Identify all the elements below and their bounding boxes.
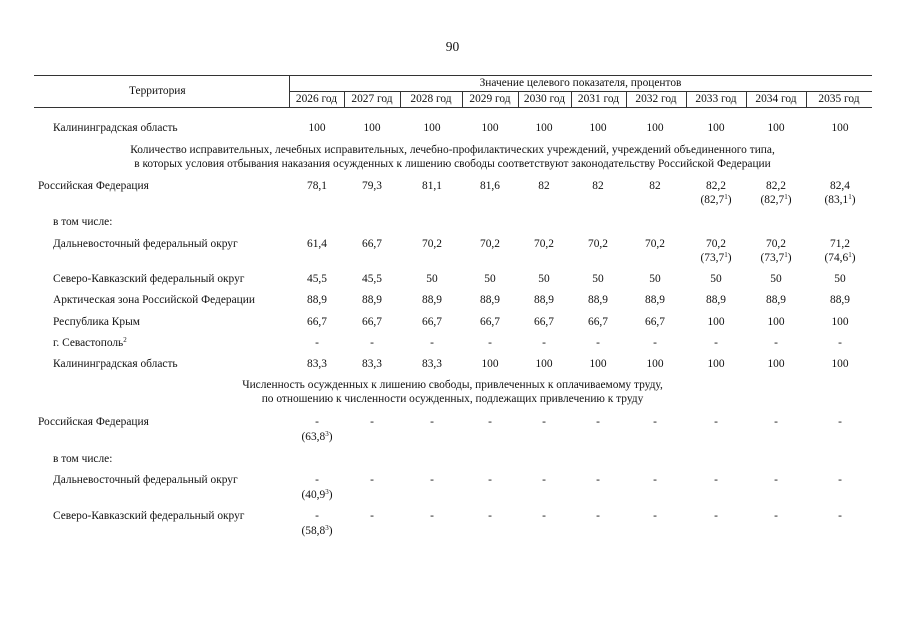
year-header-divider — [746, 92, 747, 107]
row-kaliningrad-value — [686, 358, 746, 372]
row-far-eastern-labor-value — [686, 474, 746, 488]
row-crimea-value — [460, 316, 520, 330]
row-sevastopol-value — [568, 337, 628, 351]
year-header-8: 2033 год — [695, 93, 737, 105]
row-kaliningrad-value — [568, 358, 628, 372]
row-north-caucasus-labor-value — [746, 510, 806, 524]
year-header-divider — [626, 92, 627, 107]
row-kaliningrad-value — [514, 358, 574, 372]
row-north-caucasus-labor-value — [342, 510, 402, 524]
section-title-institutions — [0, 144, 905, 171]
cell-value: 82,2 — [706, 180, 726, 192]
row-far-eastern-value — [514, 238, 574, 252]
row-russian-federation-value — [342, 180, 402, 194]
row-far-eastern-value — [746, 238, 806, 265]
row-kaliningrad-value — [402, 358, 462, 372]
cell-value: 100 — [767, 358, 785, 370]
territory-header: Территория — [129, 85, 186, 97]
cell-value: 88,9 — [422, 294, 442, 306]
row-arctic-zone-value — [342, 294, 402, 308]
row-arctic-zone-value — [746, 294, 806, 308]
row-kaliningrad-top-value — [810, 122, 870, 136]
cell-value: 70,2 — [480, 238, 500, 250]
row-north-caucasus-value — [810, 273, 870, 287]
row-arctic-zone-value — [402, 294, 462, 308]
cell-value: 66,7 — [534, 316, 554, 328]
row-sevastopol-value — [514, 337, 574, 351]
cell-value: 100 — [646, 122, 664, 134]
row-kaliningrad-top-value — [514, 122, 574, 136]
row-kaliningrad-top-value — [568, 122, 628, 136]
cell-value: 45,5 — [307, 273, 327, 285]
cell-value: 88,9 — [588, 294, 608, 306]
cell-value: - — [370, 510, 374, 522]
cell-value: 100 — [831, 358, 849, 370]
row-far-eastern-labor-value — [342, 474, 402, 488]
cell-value: - — [315, 416, 319, 428]
cell-value: 100 — [363, 122, 381, 134]
cell-value: 100 — [707, 122, 725, 134]
cell-value: 50 — [484, 273, 496, 285]
row-rf-labor-value — [342, 416, 402, 430]
row-russian-federation-value — [686, 180, 746, 207]
row-russian-federation-value — [810, 180, 870, 207]
row-north-caucasus-value — [460, 273, 520, 287]
cell-value: 66,7 — [422, 316, 442, 328]
row-kaliningrad-top-value — [686, 122, 746, 136]
row-sevastopol-value — [460, 337, 520, 351]
row-russian-federation-value — [568, 180, 628, 194]
cell-value: 66,7 — [645, 316, 665, 328]
cell-note: (73,7$^1$) — [700, 250, 732, 264]
row-north-caucasus-value — [342, 273, 402, 287]
row-crimea-value — [686, 316, 746, 330]
cell-value: 100 — [767, 316, 785, 328]
cell-value: 100 — [646, 358, 664, 370]
cell-value: 70,2 — [706, 238, 726, 250]
row-kaliningrad-top-value — [625, 122, 685, 136]
header-bottom-rule — [34, 107, 872, 108]
row-far-eastern-labor-value — [625, 474, 685, 488]
header-top-rule — [34, 75, 872, 76]
cell-value: 83,3 — [362, 358, 382, 370]
row-crimea-value — [287, 316, 347, 330]
page-number: 90 — [445, 39, 460, 54]
row-kaliningrad-value — [460, 358, 520, 372]
row-far-eastern-labor-value — [287, 474, 347, 488]
row-sevastopol-value — [746, 337, 806, 351]
cell-value: 88,9 — [830, 294, 850, 306]
cell-value: - — [838, 416, 842, 428]
row-sevastopol-value — [810, 337, 870, 351]
section-title-institutions-line1: Количество исправительных, лечебных исправительных, лечебно-профилактических учреждений, учреждений объединенного типа, — [130, 144, 775, 156]
cell-value: - — [774, 510, 778, 522]
cell-value: 50 — [426, 273, 438, 285]
year-header-divider — [686, 92, 687, 107]
value-header: Значение целевого показателя, процентов — [479, 77, 682, 89]
row-rf-labor-note: (63,8$^3$) — [301, 430, 333, 443]
row-kaliningrad-top-value — [746, 122, 806, 136]
row-label-crimea: Республика Крым — [53, 316, 140, 328]
cell-value: 50 — [834, 273, 846, 285]
cell-value: - — [596, 337, 600, 349]
cell-value: - — [488, 337, 492, 349]
cell-value: 78,1 — [307, 180, 327, 192]
row-north-caucasus-labor-value — [514, 510, 574, 524]
cell-value: 66,7 — [588, 316, 608, 328]
row-kaliningrad-value — [287, 358, 347, 372]
row-russian-federation-value — [514, 180, 574, 194]
row-crimea-value — [514, 316, 574, 330]
cell-value: 50 — [538, 273, 550, 285]
row-far-eastern-value — [686, 238, 746, 265]
row-label-north-caucasus-labor: Северо-Кавказский федеральный округ — [53, 510, 245, 522]
cell-value: 100 — [308, 122, 326, 134]
cell-value: 82 — [592, 180, 604, 192]
cell-value: - — [774, 337, 778, 349]
year-header-7: 2032 год — [635, 93, 677, 105]
year-header-6: 2031 год — [577, 93, 620, 105]
footnote-marker: 1 — [724, 192, 728, 201]
row-label-sevastopol: г. Севастополь$^2$ — [53, 336, 127, 349]
row-far-eastern-value — [568, 238, 628, 252]
cell-value: - — [653, 474, 657, 486]
row-sevastopol-value — [402, 337, 462, 351]
row-label-kaliningrad: Калининградская область — [53, 358, 178, 370]
row-kaliningrad-value — [625, 358, 685, 372]
row-north-caucasus-value — [514, 273, 574, 287]
row-arctic-zone-value — [686, 294, 746, 308]
row-rf-labor-value — [810, 416, 870, 430]
cell-value: 82 — [649, 180, 661, 192]
row-far-eastern-labor-value — [746, 474, 806, 488]
cell-value: - — [714, 510, 718, 522]
cell-value: 100 — [589, 122, 607, 134]
cell-value: 82 — [538, 180, 550, 192]
row-far-eastern-value — [810, 238, 870, 265]
footnote-marker: 3 — [325, 430, 329, 438]
row-crimea-value — [746, 316, 806, 330]
row-arctic-zone-value — [460, 294, 520, 308]
header-mid-rule — [289, 91, 872, 92]
row-kaliningrad-value — [810, 358, 870, 372]
footnote-marker: 2 — [123, 336, 127, 344]
cell-value: - — [838, 510, 842, 522]
row-rf-labor-value — [287, 416, 347, 430]
cell-value: - — [542, 416, 546, 428]
row-label-russian-federation: Российская Федерация — [38, 180, 149, 192]
row-sevastopol-value — [686, 337, 746, 351]
cell-value: 88,9 — [706, 294, 726, 306]
cell-value: 70,2 — [588, 238, 608, 250]
row-north-caucasus-labor-value — [402, 510, 462, 524]
row-rf-labor-value — [568, 416, 628, 430]
row-far-eastern-labor-value — [810, 474, 870, 488]
cell-value: 88,9 — [480, 294, 500, 306]
year-header-4: 2029 год — [469, 93, 511, 105]
cell-value: 66,7 — [362, 316, 382, 328]
row-north-caucasus-value — [625, 273, 685, 287]
cell-value: - — [488, 416, 492, 428]
row-north-caucasus-value — [686, 273, 746, 287]
row-crimea-value — [402, 316, 462, 330]
cell-value: 70,2 — [766, 238, 786, 250]
row-rf-labor-value — [625, 416, 685, 430]
cell-note: (74,6$^1$) — [824, 250, 856, 264]
cell-value: 50 — [770, 273, 782, 285]
row-russian-federation-value — [460, 180, 520, 194]
year-header-divider — [344, 92, 345, 107]
year-header-2: 2027 год — [351, 93, 393, 105]
cell-value: - — [430, 416, 434, 428]
row-label-arctic-zone: Арктическая зона Российской Федерации — [53, 294, 255, 306]
cell-value: 71,2 — [830, 238, 850, 250]
cell-value: 82,2 — [766, 180, 786, 192]
cell-value: - — [488, 510, 492, 522]
row-far-eastern-labor-value — [568, 474, 628, 488]
row-rf-labor-value — [402, 416, 462, 430]
year-header-1: 2026 год — [295, 93, 338, 105]
cell-value: 100 — [535, 358, 553, 370]
footnote-marker: 1 — [848, 250, 852, 259]
footnote-marker: 3 — [325, 524, 329, 532]
cell-value: - — [596, 474, 600, 486]
cell-value: - — [370, 474, 374, 486]
cell-value: 66,7 — [480, 316, 500, 328]
cell-value: 70,2 — [534, 238, 554, 250]
cell-note: (82,7$^1$) — [760, 192, 792, 206]
row-sevastopol-value — [625, 337, 685, 351]
row-label-kaliningrad-top: Калининградская область — [53, 122, 178, 134]
footnote-marker: 3 — [325, 488, 329, 496]
row-russian-federation-value — [287, 180, 347, 194]
row-north-caucasus-labor-value — [810, 510, 870, 524]
year-header-3: 2028 год — [410, 93, 452, 105]
year-header-10: 2035 год — [818, 93, 860, 105]
row-crimea-value — [625, 316, 685, 330]
row-crimea-value — [568, 316, 628, 330]
cell-note: (82,7$^1$) — [700, 192, 732, 206]
cell-value: 88,9 — [645, 294, 665, 306]
cell-value: 81,6 — [480, 180, 500, 192]
row-rf-labor-value — [686, 416, 746, 430]
row-kaliningrad-top-value — [402, 122, 462, 136]
row-far-eastern-value — [625, 238, 685, 252]
row-north-caucasus-labor-value — [287, 510, 347, 524]
cell-value: - — [430, 474, 434, 486]
row-rf-labor-value — [514, 416, 574, 430]
cell-value: - — [653, 416, 657, 428]
row-far-eastern-value — [287, 238, 347, 252]
year-header-5: 2030 год — [523, 93, 566, 105]
row-kaliningrad-top-value — [287, 122, 347, 136]
cell-value: 88,9 — [307, 294, 327, 306]
cell-value: 100 — [767, 122, 785, 134]
year-header-divider — [400, 92, 401, 107]
cell-value: - — [838, 337, 842, 349]
cell-value: - — [315, 474, 319, 486]
row-russian-federation-value — [746, 180, 806, 207]
cell-value: - — [370, 337, 374, 349]
cell-value: - — [542, 337, 546, 349]
cell-value: 66,7 — [362, 238, 382, 250]
cell-value: 70,2 — [422, 238, 442, 250]
row-crimea-value — [810, 316, 870, 330]
cell-value: - — [488, 474, 492, 486]
cell-value: - — [542, 474, 546, 486]
row-far-eastern-value — [342, 238, 402, 252]
row-arctic-zone-value — [287, 294, 347, 308]
footnote-marker: 1 — [784, 250, 788, 259]
cell-value: 50 — [649, 273, 661, 285]
row-label-including: в том числе: — [53, 216, 113, 228]
row-north-caucasus-labor-value — [460, 510, 520, 524]
cell-value: - — [430, 337, 434, 349]
footnote-marker: 1 — [724, 250, 728, 259]
cell-value: 88,9 — [766, 294, 786, 306]
row-arctic-zone-value — [514, 294, 574, 308]
row-crimea-value — [342, 316, 402, 330]
cell-value: - — [596, 416, 600, 428]
cell-value: - — [653, 337, 657, 349]
row-far-eastern-labor-note: (40,9$^3$) — [301, 488, 333, 501]
cell-value: - — [653, 510, 657, 522]
cell-value: - — [315, 510, 319, 522]
cell-value: 50 — [592, 273, 604, 285]
cell-value: - — [315, 337, 319, 349]
cell-value: - — [714, 416, 718, 428]
section-title-labor-line2: по отношению к численности осужденных, подлежащих привлечению к труду — [261, 392, 644, 405]
row-label-far-eastern: Дальневосточный федеральный округ — [53, 238, 238, 250]
row-kaliningrad-value — [746, 358, 806, 372]
row-far-eastern-labor-value — [460, 474, 520, 488]
cell-value: 100 — [481, 122, 499, 134]
cell-value: - — [714, 474, 718, 486]
footnote-marker: 1 — [848, 192, 852, 201]
row-rf-labor-value — [460, 416, 520, 430]
cell-value: 100 — [589, 358, 607, 370]
cell-value: 79,3 — [362, 180, 382, 192]
cell-note: (73,7$^1$) — [760, 250, 792, 264]
cell-value: 100 — [707, 316, 725, 328]
row-russian-federation-value — [625, 180, 685, 194]
cell-value: 83,3 — [307, 358, 327, 370]
row-kaliningrad-top-value — [342, 122, 402, 136]
row-arctic-zone-value — [625, 294, 685, 308]
cell-value: - — [370, 416, 374, 428]
row-sevastopol-value — [287, 337, 347, 351]
cell-value: 45,5 — [362, 273, 382, 285]
cell-value: - — [714, 337, 718, 349]
cell-value: 100 — [423, 122, 441, 134]
cell-value: 66,7 — [307, 316, 327, 328]
cell-value: - — [542, 510, 546, 522]
cell-value: 100 — [831, 316, 849, 328]
row-label-rf-labor: Российская Федерация — [38, 416, 149, 428]
cell-value: - — [774, 474, 778, 486]
row-north-caucasus-value — [402, 273, 462, 287]
row-rf-labor-value — [746, 416, 806, 430]
row-arctic-zone-value — [810, 294, 870, 308]
cell-value: - — [774, 416, 778, 428]
row-north-caucasus-value — [568, 273, 628, 287]
cell-value: 83,3 — [422, 358, 442, 370]
cell-value: 50 — [710, 273, 722, 285]
row-label-north-caucasus: Северо-Кавказский федеральный округ — [53, 273, 245, 285]
cell-note: (83,1$^1$) — [824, 192, 856, 206]
year-header-9: 2034 год — [755, 93, 797, 105]
year-header-divider — [571, 92, 572, 107]
cell-value: 61,4 — [307, 238, 327, 250]
year-header-divider — [518, 92, 519, 107]
row-far-eastern-value — [402, 238, 462, 252]
cell-value: 88,9 — [534, 294, 554, 306]
cell-value: 88,9 — [362, 294, 382, 306]
row-sevastopol-value — [342, 337, 402, 351]
cell-value: 100 — [831, 122, 849, 134]
footnote-marker: 1 — [784, 192, 788, 201]
section-title-labor-line1: Численность осужденных к лишению свободы, привлеченных к оплачиваемому труду, — [242, 379, 663, 391]
row-north-caucasus-labor-note: (58,8$^3$) — [301, 524, 333, 537]
section-title-labor — [0, 379, 905, 406]
cell-value: 70,2 — [645, 238, 665, 250]
row-label-far-eastern-labor: Дальневосточный федеральный округ — [53, 474, 238, 486]
cell-value: - — [596, 510, 600, 522]
year-header-divider — [806, 92, 807, 107]
cell-value: - — [838, 474, 842, 486]
cell-value: 81,1 — [422, 180, 442, 192]
cell-value: 100 — [481, 358, 499, 370]
row-north-caucasus-labor-value — [686, 510, 746, 524]
row-kaliningrad-top-value — [460, 122, 520, 136]
row-kaliningrad-value — [342, 358, 402, 372]
row-far-eastern-labor-value — [514, 474, 574, 488]
cell-value: - — [430, 510, 434, 522]
cell-value: 100 — [707, 358, 725, 370]
row-russian-federation-value — [402, 180, 462, 194]
cell-value: 100 — [535, 122, 553, 134]
section-title-institutions-line2: в которых условия отбывания наказания осужденных к лишению свободы соответствуют законодательству Российской Федерации — [134, 157, 771, 170]
row-north-caucasus-value — [287, 273, 347, 287]
row-north-caucasus-labor-value — [568, 510, 628, 524]
row-label-including-labor: в том числе: — [53, 453, 113, 465]
row-north-caucasus-labor-value — [625, 510, 685, 524]
row-far-eastern-labor-value — [402, 474, 462, 488]
row-arctic-zone-value — [568, 294, 628, 308]
row-north-caucasus-value — [746, 273, 806, 287]
row-far-eastern-value — [460, 238, 520, 252]
year-header-divider — [462, 92, 463, 107]
cell-value: 82,4 — [830, 180, 850, 192]
